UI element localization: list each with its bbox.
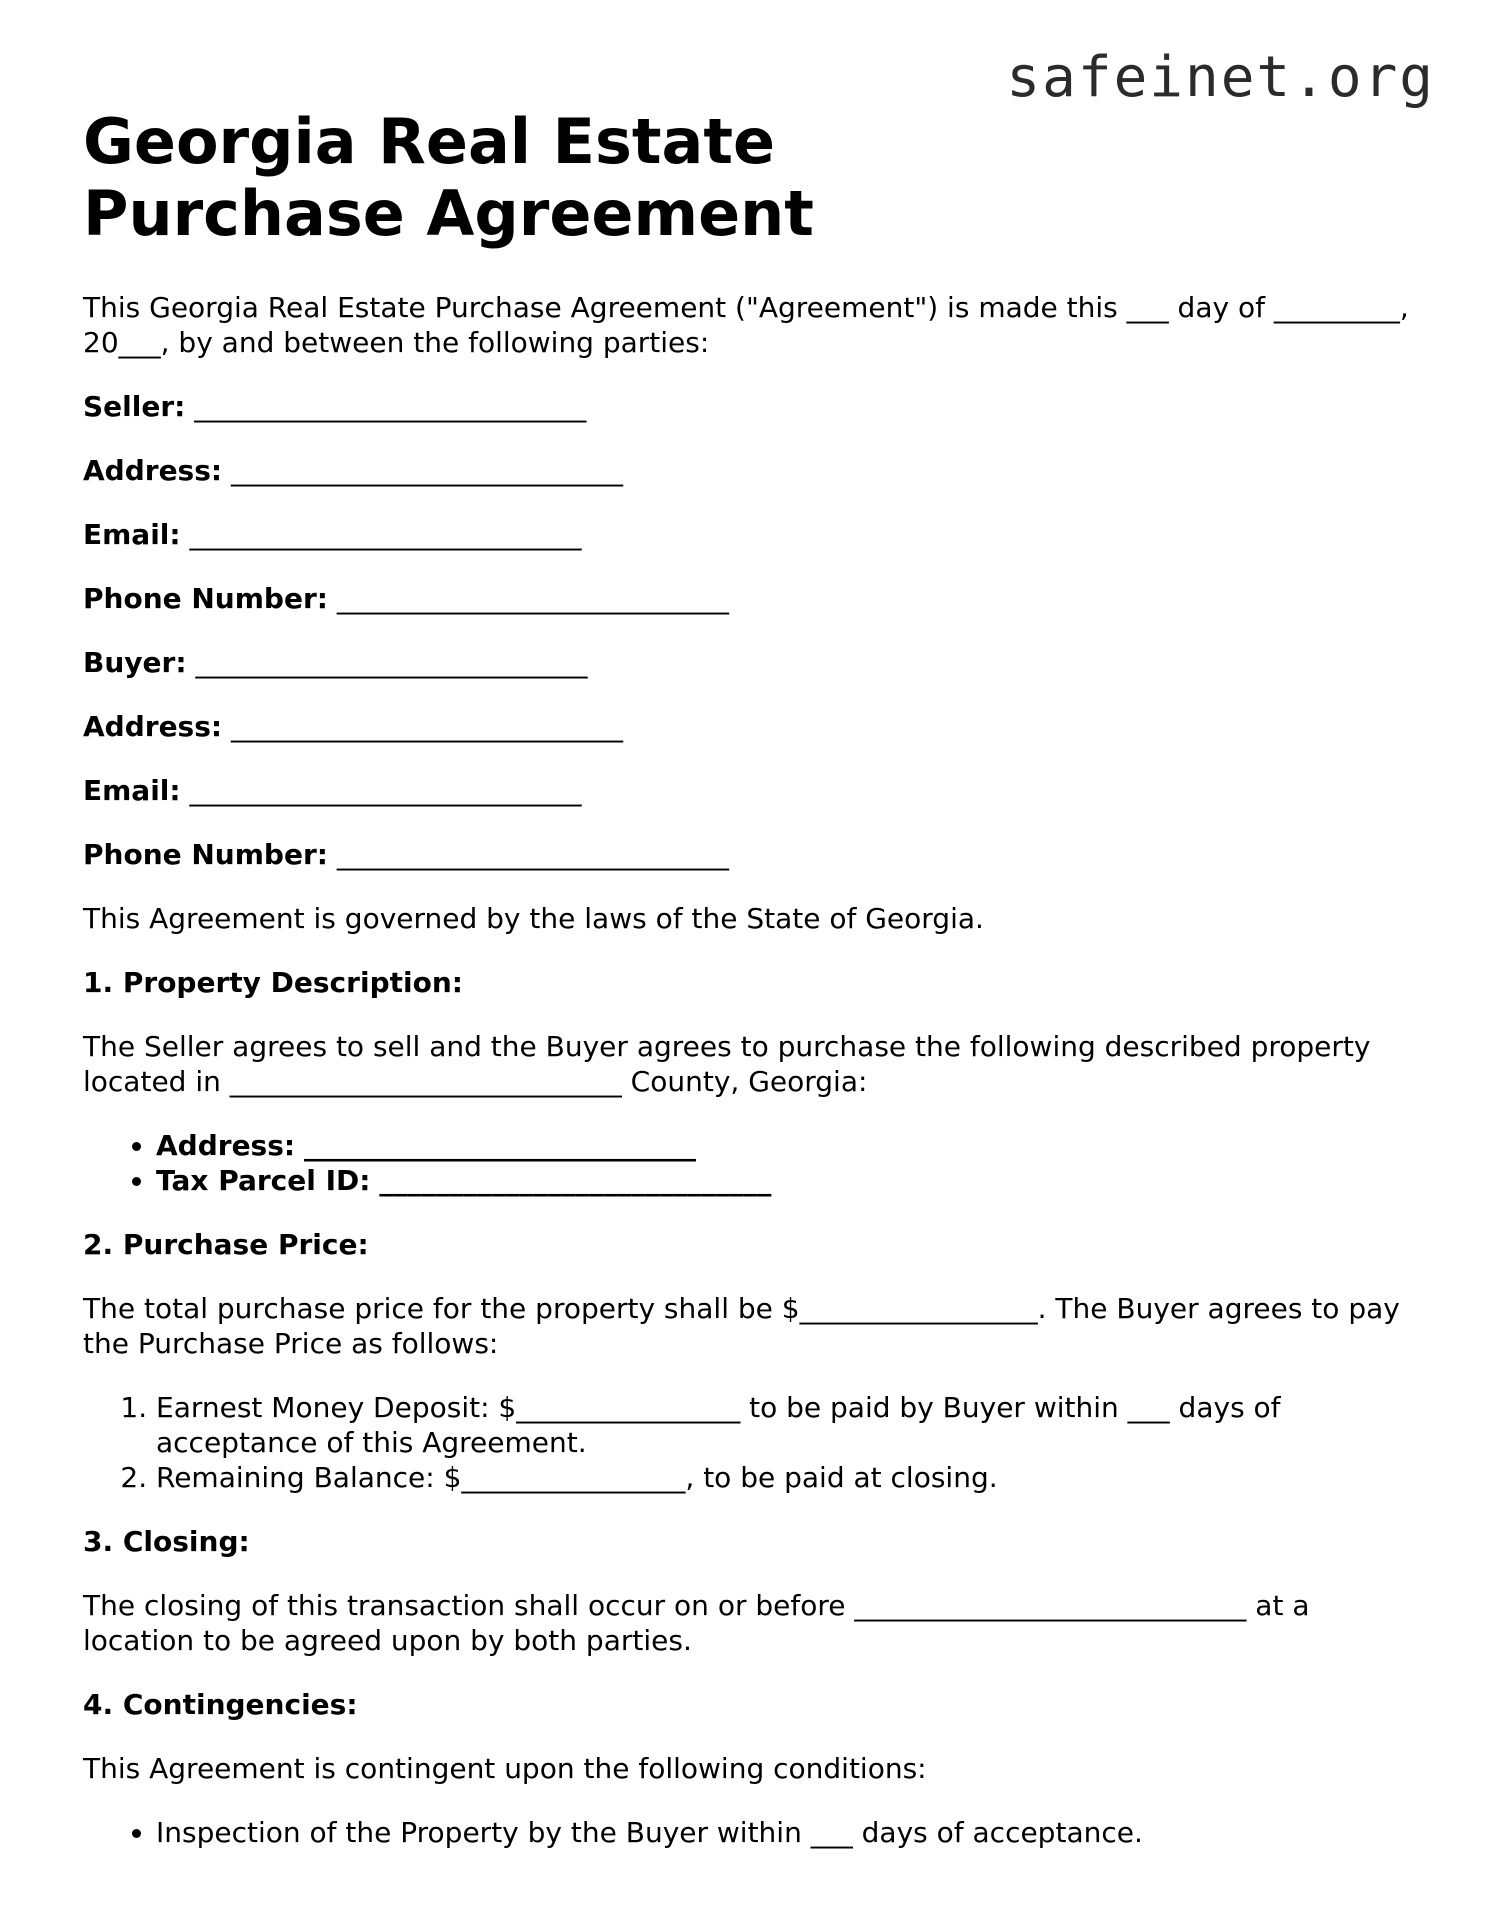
buyer-field <box>83 645 1413 680</box>
field-label: Seller: <box>83 390 186 423</box>
seller-phone-field <box>83 581 1413 616</box>
field-blank[interactable]: ____________________________ <box>194 390 587 423</box>
list-item: 2. Remaining Balance: $________________, to be paid at closing. <box>156 1460 1413 1495</box>
field-blank[interactable]: ____________________________ <box>195 646 588 679</box>
field-blank[interactable]: ____________________________ <box>336 582 729 615</box>
price-list <box>83 1390 1413 1495</box>
list-item: • Inspection of the Property by the Buyer within ___ days of acceptance. <box>156 1815 1413 1850</box>
list-item <box>156 1128 1413 1163</box>
section-heading-contingencies: 4. Contingencies: <box>83 1688 358 1721</box>
list-item: 1. Earnest Money Deposit: $________________ to be paid by Buyer within ___ days of acceptance of this Agreement. <box>156 1390 1413 1460</box>
contingencies-paragraph: This Agreement is contingent upon the following conditions: <box>83 1752 927 1785</box>
field-label: Address: <box>83 454 223 487</box>
section-heading-price: 2. Purchase Price: <box>83 1228 369 1261</box>
seller-address-field <box>83 453 1413 488</box>
property-paragraph: The Seller agrees to sell and the Buyer agrees to purchase the following described property located in ____________________________ County, Georgia: <box>83 1030 1371 1098</box>
field-label: Email: <box>83 774 181 807</box>
field-label: Email: <box>83 518 181 551</box>
closing-paragraph: The closing of this transaction shall occur on or before ____________________________ at a location to be agreed upon by both parties. <box>83 1589 1310 1657</box>
item-label: Tax Parcel ID: <box>156 1164 371 1197</box>
contingencies-list <box>83 1815 1413 1850</box>
field-blank[interactable]: ____________________________ <box>189 518 582 551</box>
seller-email-field <box>83 517 1413 552</box>
seller-field <box>83 389 1413 424</box>
field-label: Phone Number: <box>83 582 328 615</box>
field-label: Phone Number: <box>83 838 328 871</box>
document-title: Georgia Real Estate Purchase Agreement <box>83 105 814 250</box>
field-blank[interactable]: ____________________________ <box>189 774 582 807</box>
property-list <box>83 1128 1413 1198</box>
governing-law-paragraph: This Agreement is governed by the laws of the State of Georgia. <box>83 902 984 935</box>
field-label: Address: <box>83 710 223 743</box>
section-heading-property: 1. Property Description: <box>83 966 463 999</box>
document-page <box>83 106 1413 1850</box>
field-blank[interactable]: ____________________________ <box>304 1129 696 1162</box>
item-label: Address: <box>156 1129 296 1162</box>
buyer-address-field <box>83 709 1413 744</box>
buyer-phone-field <box>83 837 1413 872</box>
section-heading-closing: 3. Closing: <box>83 1525 250 1558</box>
buyer-email-field <box>83 773 1413 808</box>
watermark: safeinet.org <box>1006 45 1435 110</box>
field-blank[interactable]: ____________________________ <box>231 710 623 743</box>
field-label: Buyer: <box>83 646 187 679</box>
price-paragraph: The total purchase price for the property shall be $_________________. The Buyer agrees to pay the Purchase Price as follows: <box>83 1292 1400 1360</box>
intro-paragraph: This Georgia Real Estate Purchase Agreement ("Agreement") is made this ___ day of _________, 20___, by and between the following parties: <box>83 291 1409 359</box>
list-item <box>156 1163 1413 1198</box>
field-blank[interactable]: ____________________________ <box>379 1164 772 1197</box>
field-blank[interactable]: ____________________________ <box>336 838 729 871</box>
field-blank[interactable]: ____________________________ <box>231 454 623 487</box>
